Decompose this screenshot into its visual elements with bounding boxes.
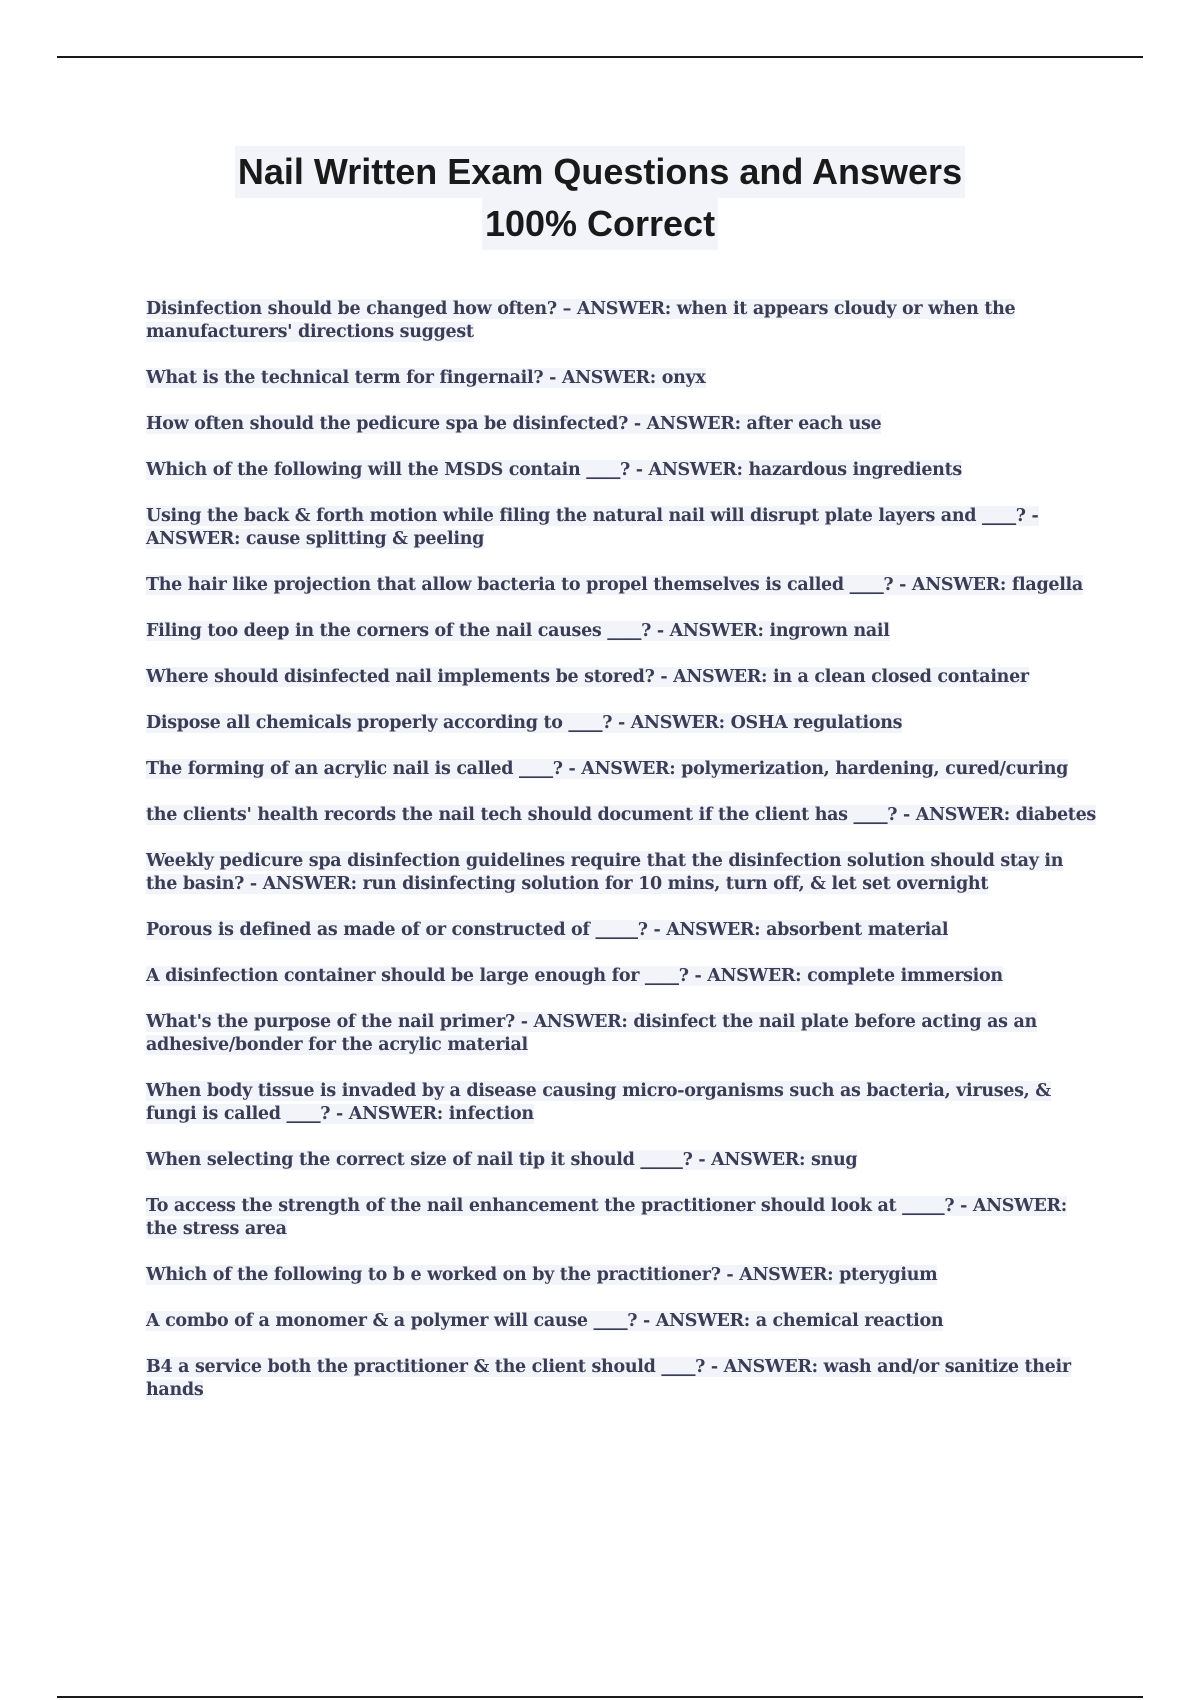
qa-item: The hair like projection that allow bacteria to propel themselves is called ____? - ANSWER: flagella bbox=[146, 575, 1083, 595]
qa-item: How often should the pedicure spa be disinfected? - ANSWER: after each use bbox=[146, 414, 882, 434]
qa-list bbox=[146, 298, 1096, 1425]
qa-item: To access the strength of the nail enhancement the practitioner should look at _____? - ANSWER: the stress area bbox=[146, 1196, 1067, 1239]
qa-item: Weekly pedicure spa disinfection guidelines require that the disinfection solution should stay in the basin? - ANSWER: run disinfecting solution for 10 mins, turn off, & let set overnight bbox=[146, 851, 1064, 894]
qa-item: The forming of an acrylic nail is called ____? - ANSWER: polymerization, hardening, cured/curing bbox=[146, 759, 1069, 779]
qa-item: Porous is defined as made of or constructed of _____? - ANSWER: absorbent material bbox=[146, 920, 949, 940]
qa-item: Disinfection should be changed how often? – ANSWER: when it appears cloudy or when the manufacturers' directions suggest bbox=[146, 299, 1016, 342]
header-rule bbox=[57, 56, 1143, 58]
title-line-1: Nail Written Exam Questions and Answers bbox=[235, 146, 965, 198]
qa-item: Using the back & forth motion while filing the natural nail will disrupt plate layers and ____? - ANSWER: cause splitting & peeling bbox=[146, 506, 1039, 549]
qa-item: A disinfection container should be large enough for ____? - ANSWER: complete immersion bbox=[146, 966, 1003, 986]
qa-item: When selecting the correct size of nail tip it should _____? - ANSWER: snug bbox=[146, 1150, 858, 1170]
qa-item: Dispose all chemicals properly according to ____? - ANSWER: OSHA regulations bbox=[146, 713, 903, 733]
qa-item: the clients' health records the nail tech should document if the client has ____? - ANSWER: diabetes bbox=[146, 805, 1096, 825]
qa-item: Filing too deep in the corners of the nail causes ____? - ANSWER: ingrown nail bbox=[146, 621, 890, 641]
qa-item: What is the technical term for fingernail? - ANSWER: onyx bbox=[146, 368, 706, 388]
qa-item: B4 a service both the practitioner & the client should ____? - ANSWER: wash and/or sanitize their hands bbox=[146, 1357, 1071, 1400]
qa-item: Which of the following to b e worked on by the practitioner? - ANSWER: pterygium bbox=[146, 1265, 938, 1285]
document-title bbox=[0, 146, 1200, 250]
qa-item: When body tissue is invaded by a disease causing micro-organisms such as bacteria, viruses, & fungi is called ____? - ANSWER: infection bbox=[146, 1081, 1051, 1124]
title-line-2: 100% Correct bbox=[482, 198, 718, 250]
qa-item: What's the purpose of the nail primer? - ANSWER: disinfect the nail plate before acting as an adhesive/bonder for the acrylic material bbox=[146, 1012, 1037, 1055]
qa-item: Where should disinfected nail implements be stored? - ANSWER: in a clean closed container bbox=[146, 667, 1029, 687]
qa-item: A combo of a monomer & a polymer will cause ____? - ANSWER: a chemical reaction bbox=[146, 1311, 944, 1331]
qa-item: Which of the following will the MSDS contain ____? - ANSWER: hazardous ingredients bbox=[146, 460, 962, 480]
footer-rule bbox=[57, 1696, 1143, 1698]
